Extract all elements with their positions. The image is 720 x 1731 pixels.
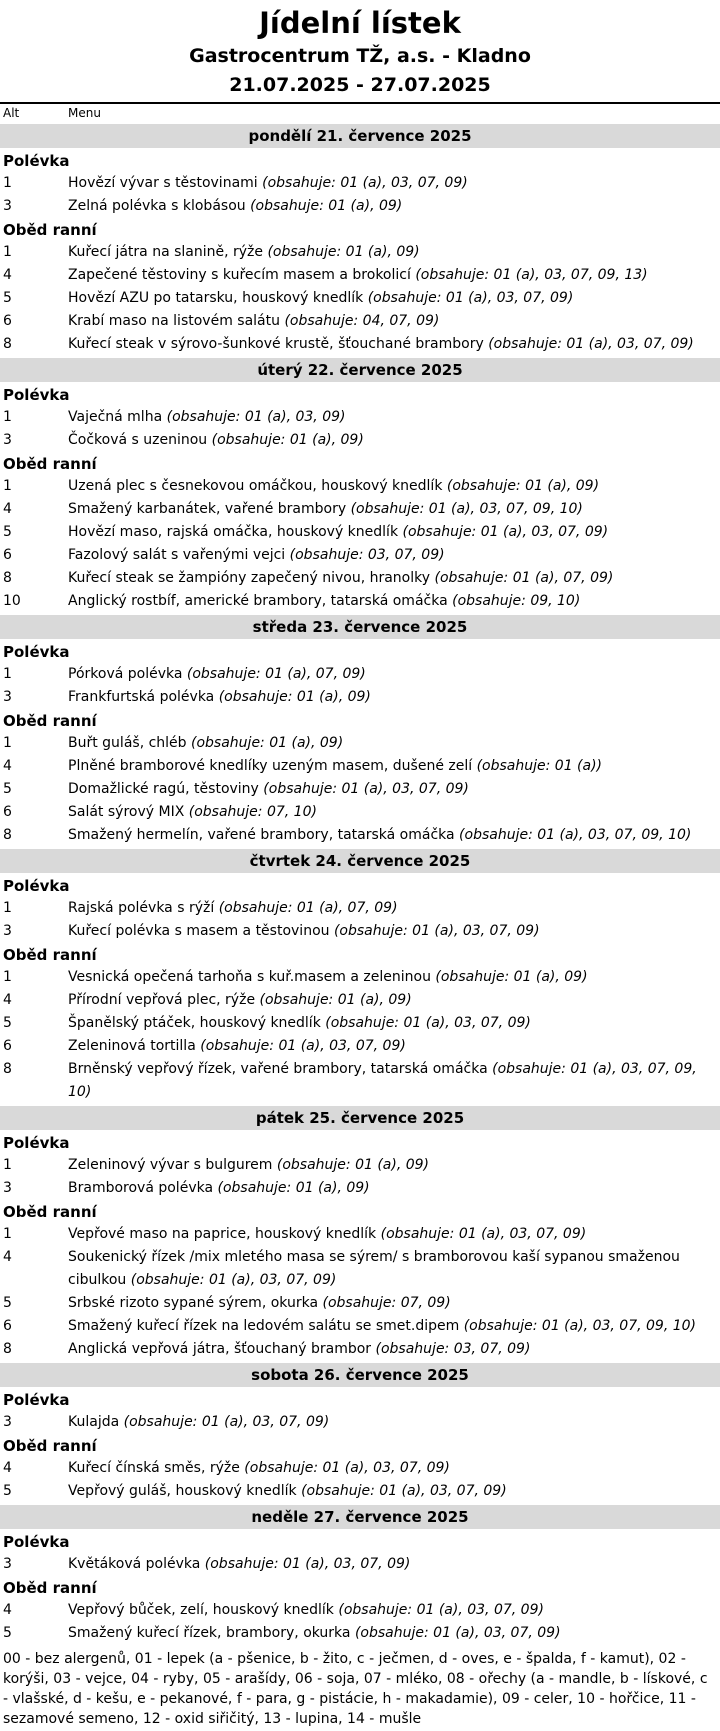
item-text — [68, 475, 718, 498]
item-number: 1 — [3, 478, 12, 494]
item-number: 5 — [3, 290, 12, 306]
item-name: Španělský ptáček, houskový knedlík — [68, 1015, 321, 1031]
item-allergens: (obsahuje: 01 (a), 03, 07, 09, 13) — [415, 267, 648, 283]
item-text — [68, 732, 718, 755]
menu-item — [0, 1177, 720, 1200]
item-name: Uzená plec s česnekovou omáčkou, houskový knedlík — [68, 478, 443, 494]
menu-item — [0, 801, 720, 824]
item-text — [68, 1012, 718, 1035]
item-allergens: (obsahuje: 01 (a), 03, 07, 09) — [262, 175, 468, 191]
item-text — [68, 1553, 718, 1576]
item-name: Kulajda — [68, 1414, 120, 1430]
item-text — [68, 966, 718, 989]
menu-item — [0, 172, 720, 195]
menu-item — [0, 498, 720, 521]
menu-item — [0, 1035, 720, 1058]
item-name: Kuřecí polévka s masem a těstovinou — [68, 923, 330, 939]
item-allergens: (obsahuje: 07, 10) — [188, 804, 317, 820]
category-title: Polévka — [3, 877, 70, 895]
day-header: sobota 26. července 2025 — [0, 1363, 720, 1387]
item-name: Vaječná mlha — [68, 409, 163, 425]
item-name: Zeleninová tortilla — [68, 1038, 196, 1054]
item-name: Domažlické ragú, těstoviny — [68, 781, 259, 797]
item-text — [68, 663, 718, 686]
item-allergens: (obsahuje: 01 (a), 03, 07, 09) — [204, 1556, 411, 1572]
item-text — [68, 1411, 718, 1434]
item-number: 6 — [3, 547, 12, 563]
item-text — [68, 1223, 718, 1246]
item-number: 8 — [3, 1061, 12, 1077]
item-number: 3 — [3, 432, 12, 448]
day-header: neděle 27. července 2025 — [0, 1505, 720, 1529]
category-title: Oběd ranní — [3, 221, 97, 239]
category-title: Oběd ranní — [3, 455, 97, 473]
item-text — [68, 1315, 718, 1338]
item-name: Frankfurtská polévka — [68, 689, 215, 705]
item-text — [68, 1292, 718, 1315]
menu-item — [0, 824, 720, 847]
item-name: Kuřecí játra na slanině, rýže — [68, 244, 264, 260]
menu-item — [0, 686, 720, 709]
menu-item — [0, 897, 720, 920]
menu-item — [0, 1622, 720, 1645]
item-number: 4 — [3, 992, 12, 1008]
item-name: Smažený kuřecí řízek, brambory, okurka — [68, 1625, 351, 1641]
category-title: Polévka — [3, 1391, 70, 1409]
item-text — [68, 1177, 718, 1200]
menu-item — [0, 1480, 720, 1503]
item-text — [68, 1599, 718, 1622]
item-name: Zelná polévka s klobásou — [68, 198, 246, 214]
item-name: Krabí maso na listovém salátu — [68, 313, 280, 329]
item-allergens: (obsahuje: 01 (a), 03, 07, 09) — [367, 290, 574, 306]
category-title: Polévka — [3, 1134, 70, 1152]
category-title: Oběd ranní — [3, 1579, 97, 1597]
item-allergens: (obsahuje: 03, 07, 09) — [289, 547, 445, 563]
item-number: 4 — [3, 1602, 12, 1618]
item-allergens: (obsahuje: 04, 07, 09) — [284, 313, 440, 329]
item-name: Bramborová polévka — [68, 1180, 214, 1196]
day-header: čtvrtek 24. července 2025 — [0, 849, 720, 873]
item-text — [68, 195, 718, 218]
page-title: Jídelní lístek — [259, 6, 461, 40]
item-name: Kuřecí steak v sýrovo-šunkové krustě, šťouchané brambory — [68, 336, 484, 352]
item-text — [68, 264, 718, 287]
item-name: Smažený kuřecí řízek na ledovém salátu se smet.dipem — [68, 1318, 460, 1334]
menu-item — [0, 1292, 720, 1315]
column-header — [0, 104, 720, 122]
item-allergens: (obsahuje: 01 (a), 03, 07, 09) — [354, 1625, 561, 1641]
item-allergens: (obsahuje: 01 (a), 03, 07, 09) — [402, 524, 609, 540]
menu-item — [0, 778, 720, 801]
category-title: Polévka — [3, 386, 70, 404]
item-name: Pórková polévka — [68, 666, 183, 682]
item-number: 5 — [3, 781, 12, 797]
menu-item — [0, 1553, 720, 1576]
menu-item — [0, 1315, 720, 1338]
item-allergens: (obsahuje: 01 (a), 09) — [259, 992, 412, 1008]
item-allergens: (obsahuje: 01 (a), 03, 07, 09) — [301, 1483, 507, 1499]
item-text — [68, 567, 718, 590]
item-text — [68, 801, 718, 824]
item-allergens: (obsahuje: 01 (a), 09) — [191, 735, 344, 751]
item-number: 3 — [3, 1556, 12, 1572]
item-number: 4 — [3, 1460, 12, 1476]
item-number: 1 — [3, 900, 12, 916]
company-name: Gastrocentrum TŽ, a.s. - Kladno — [189, 45, 531, 67]
allergen-legend: 00 - bez alergenů, 01 - lepek (a - pšenice, b - žito, c - ječmen, d - oves, e - špalda, f - kamut), 02 - korýši, 03 - vejce, 04 - ryby, 05 - arašídy, 06 - soja, 07 - mléko, 08 - ořechy (a - mandle, b - lískové, c - vlašské, d - kešu, e - pekanové, f - para, g - pistácie, h - makadamie), 09 - celer, 10 - hořčice, 11 - sezamové semeno, 12 - oxid siřičitý, 13 - lupina, 14 - mušle — [3, 1651, 708, 1727]
item-name: Hovězí AZU po tatarsku, houskový knedlík — [68, 290, 364, 306]
item-name: Salát sýrový MIX — [68, 804, 185, 820]
column-alt: Alt — [3, 106, 20, 120]
menu-item — [0, 590, 720, 613]
item-text — [68, 429, 718, 452]
item-name: Soukenický řízek /mix mletého masa se sýrem/ s bramborovou kaší sypanou smaženou cibulkou — [68, 1249, 680, 1288]
item-allergens: (obsahuje: 01 (a), 03, 09) — [166, 409, 346, 425]
item-name: Vepřový bůček, zelí, houskový knedlík — [68, 1602, 334, 1618]
item-allergens: (obsahuje: 01 (a), 03, 07, 09) — [244, 1460, 450, 1476]
item-name: Brněnský vepřový řízek, vařené brambory, tatarská omáčka — [68, 1061, 488, 1077]
item-text — [68, 544, 718, 567]
item-text — [68, 498, 718, 521]
menu-item — [0, 989, 720, 1012]
item-name: Buřt guláš, chléb — [68, 735, 187, 751]
item-allergens: (obsahuje: 01 (a), 09) — [446, 478, 600, 494]
item-number: 1 — [3, 1226, 12, 1242]
item-name: Zeleninový vývar s bulgurem — [68, 1157, 273, 1173]
item-number: 5 — [3, 1483, 12, 1499]
item-number: 3 — [3, 1414, 12, 1430]
item-name: Srbské rizoto sypané sýrem, okurka — [68, 1295, 319, 1311]
item-number: 8 — [3, 1341, 12, 1357]
item-number: 8 — [3, 570, 12, 586]
menu-item — [0, 406, 720, 429]
item-number: 8 — [3, 336, 12, 352]
item-allergens: (obsahuje: 01 (a), 03, 07, 09, 10) — [459, 827, 692, 843]
item-name: Vepřové maso na paprice, houskový knedlík — [68, 1226, 377, 1242]
item-allergens: (obsahuje: 01 (a), 03, 07, 09, 10) — [68, 1061, 697, 1100]
day-header: pondělí 21. července 2025 — [0, 124, 720, 148]
item-name: Vepřový guláš, houskový knedlík — [68, 1483, 297, 1499]
item-text — [68, 1457, 718, 1480]
item-number: 5 — [3, 524, 12, 540]
item-number: 3 — [3, 689, 12, 705]
item-number: 4 — [3, 267, 12, 283]
item-number: 1 — [3, 409, 12, 425]
item-name: Čočková s uzeninou — [68, 432, 208, 448]
item-allergens: (obsahuje: 01 (a), 03, 07, 09) — [380, 1226, 587, 1242]
item-number: 6 — [3, 1318, 12, 1334]
item-name: Anglická vepřová játra, šťouchaný brambor — [68, 1341, 372, 1357]
item-allergens: (obsahuje: 01 (a), 03, 07, 09) — [338, 1602, 544, 1618]
item-number: 5 — [3, 1015, 12, 1031]
item-text — [68, 755, 718, 778]
item-name: Hovězí vývar s těstovinami — [68, 175, 258, 191]
item-name: Smažený hermelín, vařené brambory, tatarská omáčka — [68, 827, 455, 843]
item-text — [68, 310, 718, 333]
category-title: Oběd ranní — [3, 712, 97, 730]
item-number: 6 — [3, 1038, 12, 1054]
category-title: Polévka — [3, 643, 70, 661]
item-text — [68, 406, 718, 429]
item-text — [68, 590, 718, 613]
menu-item — [0, 264, 720, 287]
menu-item — [0, 755, 720, 778]
item-allergens: (obsahuje: 09, 10) — [452, 593, 581, 609]
item-number: 10 — [3, 593, 21, 609]
item-allergens: (obsahuje: 03, 07, 09) — [375, 1341, 531, 1357]
item-name: Smažený karbanátek, vařené brambory — [68, 501, 347, 517]
item-number: 3 — [3, 923, 12, 939]
item-name: Vesnická opečená tarhoňa s kuř.masem a zeleninou — [68, 969, 431, 985]
item-allergens: (obsahuje: 01 (a), 03, 07, 09) — [488, 336, 694, 352]
menu-item — [0, 1338, 720, 1361]
menu-item — [0, 241, 720, 264]
item-number: 4 — [3, 501, 12, 517]
menu-item — [0, 1246, 720, 1292]
category-title: Oběd ranní — [3, 946, 97, 964]
menu-item — [0, 1012, 720, 1035]
item-name: Kuřecí čínská směs, rýže — [68, 1460, 240, 1476]
item-text — [68, 686, 718, 709]
menu-item — [0, 287, 720, 310]
item-name: Fazolový salát s vařenými vejci — [68, 547, 286, 563]
column-menu: Menu — [68, 106, 101, 120]
category-title: Polévka — [3, 1533, 70, 1551]
item-name: Přírodní vepřová plec, rýže — [68, 992, 256, 1008]
item-allergens: (obsahuje: 01 (a), 03, 07, 09, 10) — [350, 501, 583, 517]
category-title: Oběd ranní — [3, 1437, 97, 1455]
item-text — [68, 897, 718, 920]
menu-item — [0, 920, 720, 943]
item-number: 1 — [3, 735, 12, 751]
item-number: 6 — [3, 804, 12, 820]
item-allergens: (obsahuje: 01 (a), 03, 07, 09) — [200, 1038, 406, 1054]
menu-item — [0, 544, 720, 567]
menu-item — [0, 1411, 720, 1434]
item-allergens: (obsahuje: 01 (a), 09) — [250, 198, 403, 214]
category-title: Polévka — [3, 152, 70, 170]
menu-item — [0, 1599, 720, 1622]
item-text — [68, 241, 718, 264]
item-text — [68, 989, 718, 1012]
item-number: 3 — [3, 1180, 12, 1196]
item-number: 4 — [3, 758, 12, 774]
item-allergens: (obsahuje: 01 (a), 03, 07, 09, 10) — [463, 1318, 696, 1334]
item-text — [68, 172, 718, 195]
day-header: pátek 25. července 2025 — [0, 1106, 720, 1130]
item-number: 6 — [3, 313, 12, 329]
item-allergens: (obsahuje: 01 (a), 03, 07, 09) — [333, 923, 540, 939]
item-name: Plněné bramborové knedlíky uzeným masem, dušené zelí — [68, 758, 473, 774]
item-allergens: (obsahuje: 07, 09) — [322, 1295, 451, 1311]
item-name: Rajská polévka s rýží — [68, 900, 215, 916]
menu-item — [0, 1457, 720, 1480]
item-text — [68, 1246, 718, 1292]
item-allergens: (obsahuje: 01 (a), 09) — [211, 432, 364, 448]
item-allergens: (obsahuje: 01 (a), 03, 07, 09) — [325, 1015, 531, 1031]
item-text — [68, 824, 718, 847]
item-allergens: (obsahuje: 01 (a), 09) — [276, 1157, 430, 1173]
menu-item — [0, 475, 720, 498]
menu-item — [0, 966, 720, 989]
item-allergens: (obsahuje: 01 (a), 09) — [435, 969, 588, 985]
item-number: 4 — [3, 1249, 12, 1265]
date-range: 21.07.2025 - 27.07.2025 — [229, 74, 491, 96]
item-text — [68, 1622, 718, 1645]
item-name: Zapečené těstoviny s kuřecím masem a brokolicí — [68, 267, 411, 283]
item-allergens: (obsahuje: 01 (a), 09) — [218, 689, 371, 705]
item-number: 1 — [3, 244, 12, 260]
item-allergens: (obsahuje: 01 (a), 03, 07, 09) — [123, 1414, 330, 1430]
item-text — [68, 1035, 718, 1058]
item-number: 1 — [3, 969, 12, 985]
item-number: 1 — [3, 666, 12, 682]
item-allergens: (obsahuje: 01 (a), 09) — [267, 244, 420, 260]
menu-item — [0, 567, 720, 590]
item-number: 1 — [3, 1157, 12, 1173]
menu-item — [0, 310, 720, 333]
item-text — [68, 521, 718, 544]
item-allergens: (obsahuje: 01 (a), 07, 09) — [186, 666, 366, 682]
item-name: Anglický rostbíf, americké brambory, tatarská omáčka — [68, 593, 448, 609]
menu-item — [0, 732, 720, 755]
item-number: 3 — [3, 198, 12, 214]
item-text — [68, 287, 718, 310]
item-text — [68, 1058, 718, 1104]
item-allergens: (obsahuje: 01 (a), 07, 09) — [434, 570, 614, 586]
item-allergens: (obsahuje: 01 (a), 09) — [217, 1180, 370, 1196]
menu-item — [0, 195, 720, 218]
menu-item — [0, 663, 720, 686]
item-text — [68, 1154, 718, 1177]
item-text — [68, 333, 718, 356]
item-allergens: (obsahuje: 01 (a)) — [476, 758, 603, 774]
item-name: Hovězí maso, rajská omáčka, houskový knedlík — [68, 524, 399, 540]
page-header — [0, 0, 720, 100]
item-allergens: (obsahuje: 01 (a), 03, 07, 09) — [130, 1272, 337, 1288]
item-text — [68, 920, 718, 943]
day-header: úterý 22. července 2025 — [0, 358, 720, 382]
item-number: 1 — [3, 175, 12, 191]
category-title: Oběd ranní — [3, 1203, 97, 1221]
menu-item — [0, 1154, 720, 1177]
day-header: středa 23. července 2025 — [0, 615, 720, 639]
item-text — [68, 1338, 718, 1361]
item-allergens: (obsahuje: 01 (a), 03, 07, 09) — [263, 781, 469, 797]
item-name: Kuřecí steak se žampióny zapečený nivou, hranolky — [68, 570, 431, 586]
item-number: 5 — [3, 1295, 12, 1311]
menu-item — [0, 333, 720, 356]
item-number: 5 — [3, 1625, 12, 1641]
item-allergens: (obsahuje: 01 (a), 07, 09) — [218, 900, 398, 916]
day-list — [0, 124, 720, 1645]
menu-item — [0, 429, 720, 452]
item-text — [68, 778, 718, 801]
item-number: 8 — [3, 827, 12, 843]
menu-item — [0, 1223, 720, 1246]
item-name: Květáková polévka — [68, 1556, 201, 1572]
menu-item — [0, 1058, 720, 1104]
menu-item — [0, 521, 720, 544]
item-text — [68, 1480, 718, 1503]
